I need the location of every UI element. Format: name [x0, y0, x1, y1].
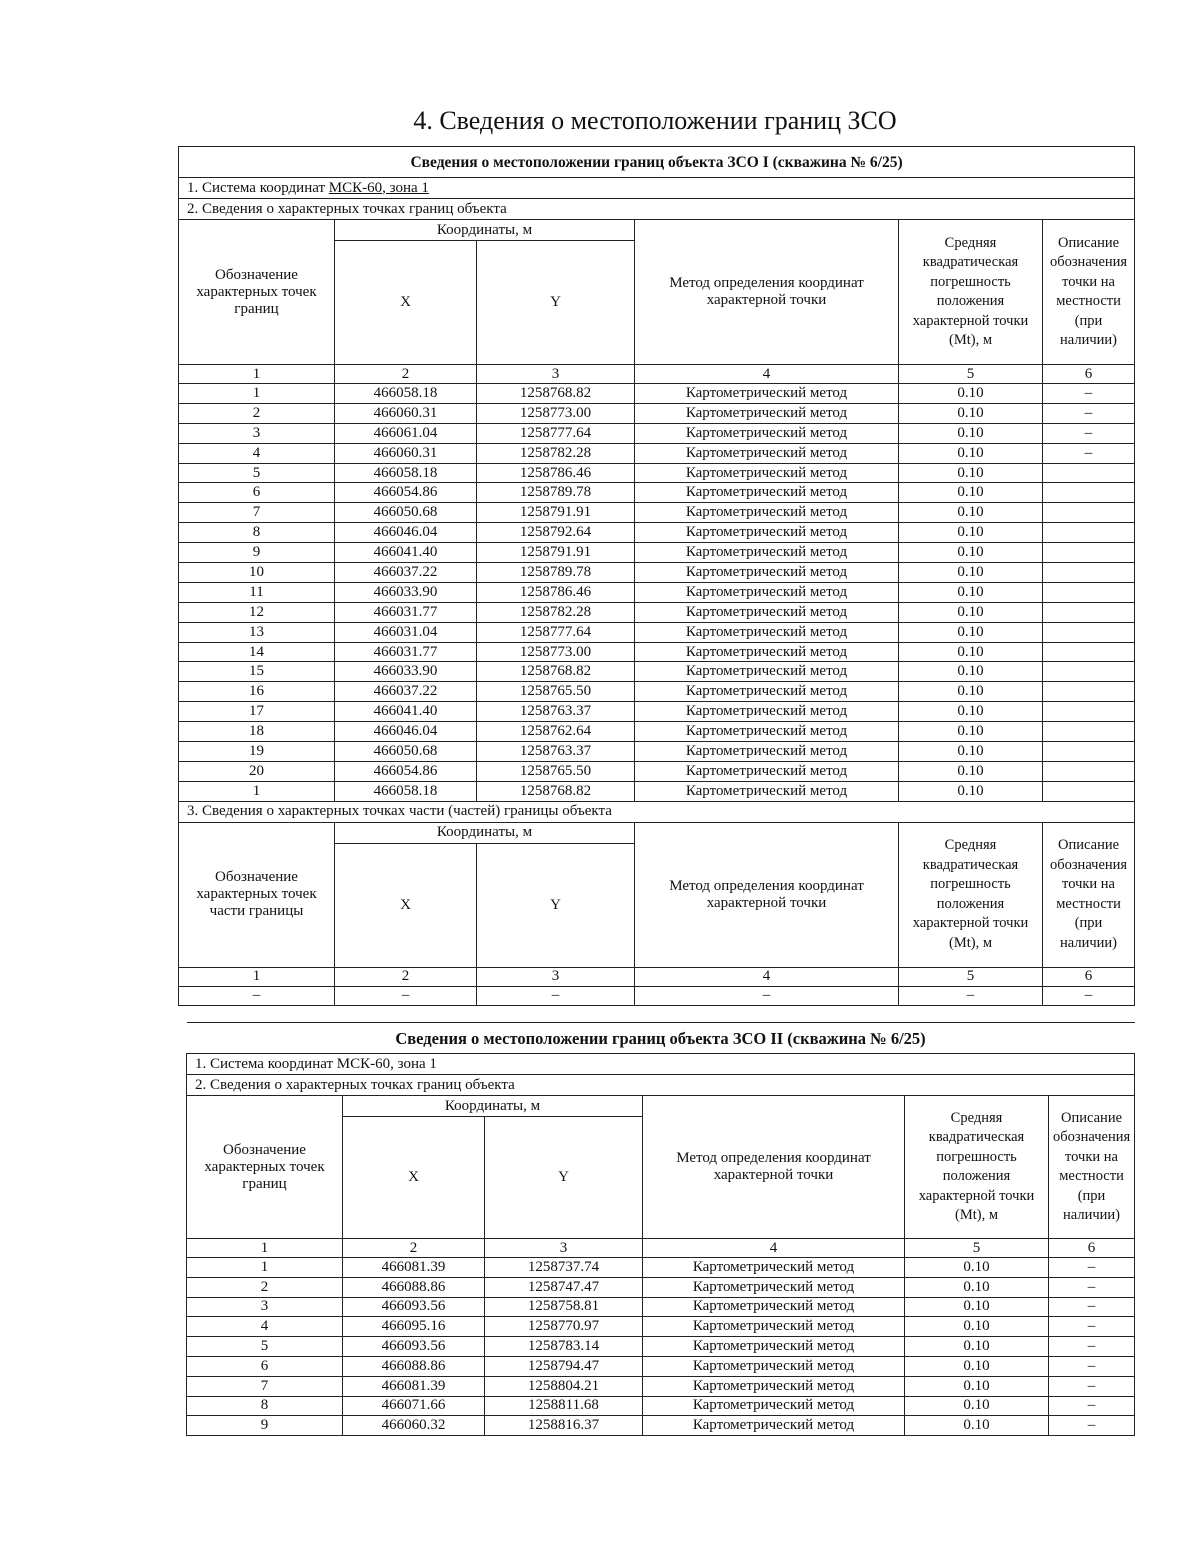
table-row [179, 543, 1135, 563]
x-coordinate-cell: 466037.22 [335, 682, 477, 702]
table-row [179, 722, 1135, 742]
method-cell: Картометрический метод [635, 563, 899, 583]
method-cell: Картометрический метод [635, 384, 899, 404]
method-cell: Картометрический метод [635, 662, 899, 682]
y-coordinate-cell: 1258789.78 [477, 563, 635, 583]
point-number-cell: 1 [187, 1258, 343, 1278]
parts-table-row [179, 986, 1135, 1005]
column-number-row [179, 967, 1135, 986]
description-cell [1043, 602, 1135, 622]
point-number-cell: 2 [179, 403, 335, 423]
method-cell: Картометрический метод [643, 1317, 905, 1337]
error-cell: 0.10 [899, 403, 1043, 423]
table-row [187, 1297, 1135, 1317]
y-coordinate-cell: 1258794.47 [485, 1356, 643, 1376]
method-cell: Картометрический метод [635, 582, 899, 602]
method-cell: Картометрический метод [635, 443, 899, 463]
column-number: 3 [477, 365, 635, 384]
zso1-h-error: Средняя квадратическая погрешность положения характерной точки (Mt), м [899, 220, 1043, 365]
zso1-parts-section: 3. Сведения о характерных точках части (частей) границы объекта [179, 801, 1135, 822]
error-cell: 0.10 [905, 1258, 1049, 1278]
y-coordinate-cell: 1258765.50 [477, 682, 635, 702]
point-number-cell: 6 [179, 483, 335, 503]
description-cell [1043, 503, 1135, 523]
description-cell [1043, 662, 1135, 682]
y-coordinate-cell: 1258792.64 [477, 523, 635, 543]
point-number-cell: 2 [187, 1277, 343, 1297]
method-cell: Картометрический метод [635, 642, 899, 662]
description-cell [1043, 781, 1135, 801]
y-coordinate-cell: 1258782.28 [477, 443, 635, 463]
method-cell: Картометрический метод [635, 761, 899, 781]
x-coordinate-cell: 466033.90 [335, 582, 477, 602]
method-cell: Картометрический метод [635, 742, 899, 762]
zso1-h-coords: Координаты, м [335, 220, 635, 241]
zso1-ph-x: X [335, 843, 477, 967]
point-number-cell: 13 [179, 622, 335, 642]
description-cell: – [1049, 1317, 1135, 1337]
zso1-section [178, 146, 1134, 1006]
table-row [179, 463, 1135, 483]
method-cell: Картометрический метод [635, 602, 899, 622]
zso1-ph-description: Описание обозначения точки на местности (при наличии) [1043, 822, 1135, 967]
x-coordinate-cell: 466031.77 [335, 602, 477, 622]
zso2-h-method: Метод определения координат характерной точки [643, 1096, 905, 1239]
description-cell [1043, 742, 1135, 762]
y-coordinate-cell: 1258777.64 [477, 622, 635, 642]
error-cell: 0.10 [899, 543, 1043, 563]
y-coordinate-cell: 1258768.82 [477, 662, 635, 682]
x-coordinate-cell: 466033.90 [335, 662, 477, 682]
zso2-h-x: X [343, 1117, 485, 1239]
y-coordinate-cell: 1258762.64 [477, 722, 635, 742]
description-cell: – [1043, 443, 1135, 463]
error-cell: 0.10 [899, 722, 1043, 742]
table-row [179, 443, 1135, 463]
description-cell [1043, 761, 1135, 781]
error-cell: 0.10 [899, 702, 1043, 722]
column-number-row [179, 365, 1135, 384]
zso1-ph-method: Метод определения координат характерной точки [635, 822, 899, 967]
table-row [179, 761, 1135, 781]
point-number-cell: 4 [179, 443, 335, 463]
point-number-cell: 15 [179, 662, 335, 682]
method-cell: Картометрический метод [643, 1396, 905, 1416]
error-cell: 0.10 [905, 1416, 1049, 1436]
column-number: 1 [187, 1239, 343, 1258]
table-row [179, 483, 1135, 503]
table-row [179, 682, 1135, 702]
x-coordinate-cell: 466054.86 [335, 761, 477, 781]
zso1-coord-system-label: 1. Система координат [187, 179, 326, 196]
zso2-coord-system: 1. Система координат МСК-60, зона 1 [187, 1054, 1135, 1075]
method-cell: Картометрический метод [643, 1337, 905, 1357]
error-cell: 0.10 [899, 642, 1043, 662]
zso1-points-section: 2. Сведения о характерных точках границ объекта [179, 199, 1135, 220]
method-cell: Картометрический метод [635, 682, 899, 702]
column-number: 5 [899, 967, 1043, 986]
zso1-h-designation: Обозначение характерных точек границ [179, 220, 335, 365]
error-cell: 0.10 [905, 1376, 1049, 1396]
column-number: 6 [1043, 365, 1135, 384]
x-coordinate-cell: 466081.39 [343, 1376, 485, 1396]
point-number-cell: 18 [179, 722, 335, 742]
description-cell: – [1049, 1258, 1135, 1278]
x-coordinate-cell: 466095.16 [343, 1317, 485, 1337]
zso1-h-y: Y [477, 241, 635, 365]
description-cell: – [1049, 1277, 1135, 1297]
zso2-h-y: Y [485, 1117, 643, 1239]
description-cell [1043, 582, 1135, 602]
column-number: 3 [485, 1239, 643, 1258]
x-coordinate-cell: 466071.66 [343, 1396, 485, 1416]
x-coordinate-cell: 466041.40 [335, 543, 477, 563]
parts-cell: – [477, 986, 635, 1005]
error-cell: 0.10 [905, 1396, 1049, 1416]
error-cell: 0.10 [905, 1277, 1049, 1297]
error-cell: 0.10 [899, 483, 1043, 503]
method-cell: Картометрический метод [635, 622, 899, 642]
y-coordinate-cell: 1258765.50 [477, 761, 635, 781]
y-coordinate-cell: 1258770.97 [485, 1317, 643, 1337]
x-coordinate-cell: 466060.32 [343, 1416, 485, 1436]
description-cell: – [1049, 1337, 1135, 1357]
method-cell: Картометрический метод [635, 523, 899, 543]
point-number-cell: 6 [187, 1356, 343, 1376]
description-cell: – [1049, 1376, 1135, 1396]
method-cell: Картометрический метод [635, 781, 899, 801]
description-cell [1043, 543, 1135, 563]
description-cell [1043, 523, 1135, 543]
description-cell: – [1049, 1356, 1135, 1376]
table-row [187, 1337, 1135, 1357]
table-row [179, 523, 1135, 543]
y-coordinate-cell: 1258791.91 [477, 503, 635, 523]
zso1-ph-coords: Координаты, м [335, 822, 635, 843]
zso2-h-description: Описание обозначения точки на местности (при наличии) [1049, 1096, 1135, 1239]
table-row [179, 781, 1135, 801]
description-cell [1043, 463, 1135, 483]
parts-cell: – [335, 986, 477, 1005]
x-coordinate-cell: 466088.86 [343, 1277, 485, 1297]
x-coordinate-cell: 466050.68 [335, 503, 477, 523]
y-coordinate-cell: 1258791.91 [477, 543, 635, 563]
point-number-cell: 9 [187, 1416, 343, 1436]
point-number-cell: 7 [179, 503, 335, 523]
table-row [179, 642, 1135, 662]
point-number-cell: 5 [179, 463, 335, 483]
column-number: 5 [899, 365, 1043, 384]
column-number: 1 [179, 967, 335, 986]
error-cell: 0.10 [899, 384, 1043, 404]
zso2-section [186, 1022, 1134, 1436]
column-number: 2 [335, 967, 477, 986]
error-cell: 0.10 [899, 523, 1043, 543]
x-coordinate-cell: 466060.31 [335, 443, 477, 463]
x-coordinate-cell: 466031.04 [335, 622, 477, 642]
zso2-table [186, 1022, 1135, 1436]
y-coordinate-cell: 1258747.47 [485, 1277, 643, 1297]
y-coordinate-cell: 1258763.37 [477, 742, 635, 762]
zso1-ph-error: Средняя квадратическая погрешность положения характерной точки (Mt), м [899, 822, 1043, 967]
error-cell: 0.10 [899, 761, 1043, 781]
error-cell: 0.10 [899, 682, 1043, 702]
x-coordinate-cell: 466046.04 [335, 523, 477, 543]
method-cell: Картометрический метод [643, 1356, 905, 1376]
error-cell: 0.10 [899, 423, 1043, 443]
description-cell: – [1043, 403, 1135, 423]
table-row [187, 1376, 1135, 1396]
point-number-cell: 12 [179, 602, 335, 622]
x-coordinate-cell: 466046.04 [335, 722, 477, 742]
column-number: 1 [179, 365, 335, 384]
zso1-h-method: Метод определения координат характерной точки [635, 220, 899, 365]
table-row [179, 423, 1135, 443]
x-coordinate-cell: 466037.22 [335, 563, 477, 583]
point-number-cell: 4 [187, 1317, 343, 1337]
y-coordinate-cell: 1258816.37 [485, 1416, 643, 1436]
y-coordinate-cell: 1258768.82 [477, 781, 635, 801]
x-coordinate-cell: 466093.56 [343, 1337, 485, 1357]
y-coordinate-cell: 1258782.28 [477, 602, 635, 622]
method-cell: Картометрический метод [635, 503, 899, 523]
zso2-points-section: 2. Сведения о характерных точках границ объекта [187, 1075, 1135, 1096]
error-cell: 0.10 [899, 443, 1043, 463]
table-row [179, 563, 1135, 583]
method-cell: Картометрический метод [643, 1376, 905, 1396]
error-cell: 0.10 [905, 1317, 1049, 1337]
zso1-coord-system [179, 178, 1135, 199]
method-cell: Картометрический метод [643, 1277, 905, 1297]
y-coordinate-cell: 1258804.21 [485, 1376, 643, 1396]
table-row [179, 742, 1135, 762]
table-row [187, 1396, 1135, 1416]
point-number-cell: 10 [179, 563, 335, 583]
x-coordinate-cell: 466093.56 [343, 1297, 485, 1317]
column-number: 3 [477, 967, 635, 986]
error-cell: 0.10 [899, 563, 1043, 583]
table-row [179, 384, 1135, 404]
zso1-title: Сведения о местоположении границ объекта ЗСО I (скважина № 6/25) [179, 147, 1135, 178]
table-row [187, 1258, 1135, 1278]
x-coordinate-cell: 466081.39 [343, 1258, 485, 1278]
x-coordinate-cell: 466058.18 [335, 384, 477, 404]
zso1-h-description: Описание обозначения точки на местности (при наличии) [1043, 220, 1135, 365]
table-row [179, 602, 1135, 622]
y-coordinate-cell: 1258777.64 [477, 423, 635, 443]
point-number-cell: 8 [187, 1396, 343, 1416]
description-cell [1043, 642, 1135, 662]
table-row [179, 503, 1135, 523]
point-number-cell: 11 [179, 582, 335, 602]
y-coordinate-cell: 1258783.14 [485, 1337, 643, 1357]
column-number: 5 [905, 1239, 1049, 1258]
column-number: 4 [635, 365, 899, 384]
point-number-cell: 20 [179, 761, 335, 781]
description-cell [1043, 682, 1135, 702]
x-coordinate-cell: 466058.18 [335, 463, 477, 483]
table-row [179, 403, 1135, 423]
parts-cell: – [635, 986, 899, 1005]
x-coordinate-cell: 466060.31 [335, 403, 477, 423]
point-number-cell: 1 [179, 384, 335, 404]
column-number: 2 [343, 1239, 485, 1258]
method-cell: Картометрический метод [643, 1297, 905, 1317]
error-cell: 0.10 [899, 662, 1043, 682]
table-row [187, 1416, 1135, 1436]
description-cell: – [1043, 423, 1135, 443]
zso1-h-x: X [335, 241, 477, 365]
y-coordinate-cell: 1258737.74 [485, 1258, 643, 1278]
y-coordinate-cell: 1258763.37 [477, 702, 635, 722]
parts-cell: – [1043, 986, 1135, 1005]
y-coordinate-cell: 1258786.46 [477, 463, 635, 483]
zso1-table [178, 146, 1135, 1006]
description-cell [1043, 622, 1135, 642]
zso1-ph-designation: Обозначение характерных точек части границы [179, 822, 335, 967]
x-coordinate-cell: 466031.77 [335, 642, 477, 662]
description-cell [1043, 702, 1135, 722]
y-coordinate-cell: 1258773.00 [477, 403, 635, 423]
page-title: 4. Сведения о местоположении границ ЗСО [413, 106, 897, 135]
column-number: 6 [1049, 1239, 1135, 1258]
table-row [179, 622, 1135, 642]
method-cell: Картометрический метод [643, 1416, 905, 1436]
point-number-cell: 9 [179, 543, 335, 563]
point-number-cell: 17 [179, 702, 335, 722]
point-number-cell: 7 [187, 1376, 343, 1396]
y-coordinate-cell: 1258768.82 [477, 384, 635, 404]
point-number-cell: 3 [179, 423, 335, 443]
description-cell [1043, 722, 1135, 742]
zso2-h-coords: Координаты, м [343, 1096, 643, 1117]
table-row [187, 1317, 1135, 1337]
parts-cell: – [179, 986, 335, 1005]
column-number: 6 [1043, 967, 1135, 986]
error-cell: 0.10 [899, 582, 1043, 602]
y-coordinate-cell: 1258773.00 [477, 642, 635, 662]
error-cell: 0.10 [899, 503, 1043, 523]
description-cell [1043, 483, 1135, 503]
x-coordinate-cell: 466061.04 [335, 423, 477, 443]
description-cell [1043, 563, 1135, 583]
error-cell: 0.10 [899, 742, 1043, 762]
point-number-cell: 19 [179, 742, 335, 762]
column-number: 4 [643, 1239, 905, 1258]
method-cell: Картометрический метод [635, 722, 899, 742]
error-cell: 0.10 [899, 463, 1043, 483]
description-cell: – [1049, 1297, 1135, 1317]
error-cell: 0.10 [905, 1297, 1049, 1317]
description-cell: – [1049, 1416, 1135, 1436]
method-cell: Картометрический метод [635, 702, 899, 722]
error-cell: 0.10 [905, 1356, 1049, 1376]
y-coordinate-cell: 1258758.81 [485, 1297, 643, 1317]
point-number-cell: 16 [179, 682, 335, 702]
table-row [187, 1277, 1135, 1297]
column-number: 4 [635, 967, 899, 986]
table-row [187, 1356, 1135, 1376]
point-number-cell: 8 [179, 523, 335, 543]
zso2-h-designation: Обозначение характерных точек границ [187, 1096, 343, 1239]
method-cell: Картометрический метод [635, 463, 899, 483]
method-cell: Картометрический метод [635, 423, 899, 443]
point-number-cell: 5 [187, 1337, 343, 1357]
x-coordinate-cell: 466050.68 [335, 742, 477, 762]
method-cell: Картометрический метод [635, 483, 899, 503]
column-number-row [187, 1239, 1135, 1258]
zso1-coord-system-value: МСК-60, зона 1 [328, 179, 429, 196]
y-coordinate-cell: 1258786.46 [477, 582, 635, 602]
column-number: 2 [335, 365, 477, 384]
error-cell: 0.10 [905, 1337, 1049, 1357]
zso2-title: Сведения о местоположении границ объекта ЗСО II (скважина № 6/25) [187, 1023, 1135, 1054]
x-coordinate-cell: 466054.86 [335, 483, 477, 503]
x-coordinate-cell: 466041.40 [335, 702, 477, 722]
x-coordinate-cell: 466058.18 [335, 781, 477, 801]
point-number-cell: 14 [179, 642, 335, 662]
y-coordinate-cell: 1258789.78 [477, 483, 635, 503]
table-row [179, 662, 1135, 682]
zso1-ph-y: Y [477, 843, 635, 967]
method-cell: Картометрический метод [635, 543, 899, 563]
point-number-cell: 3 [187, 1297, 343, 1317]
x-coordinate-cell: 466088.86 [343, 1356, 485, 1376]
table-row [179, 702, 1135, 722]
error-cell: 0.10 [899, 602, 1043, 622]
description-cell: – [1043, 384, 1135, 404]
error-cell: 0.10 [899, 781, 1043, 801]
description-cell: – [1049, 1396, 1135, 1416]
zso2-h-error: Средняя квадратическая погрешность положения характерной точки (Mt), м [905, 1096, 1049, 1239]
method-cell: Картометрический метод [635, 403, 899, 423]
method-cell: Картометрический метод [643, 1258, 905, 1278]
point-number-cell: 1 [179, 781, 335, 801]
table-row [179, 582, 1135, 602]
y-coordinate-cell: 1258811.68 [485, 1396, 643, 1416]
error-cell: 0.10 [899, 622, 1043, 642]
parts-cell: – [899, 986, 1043, 1005]
